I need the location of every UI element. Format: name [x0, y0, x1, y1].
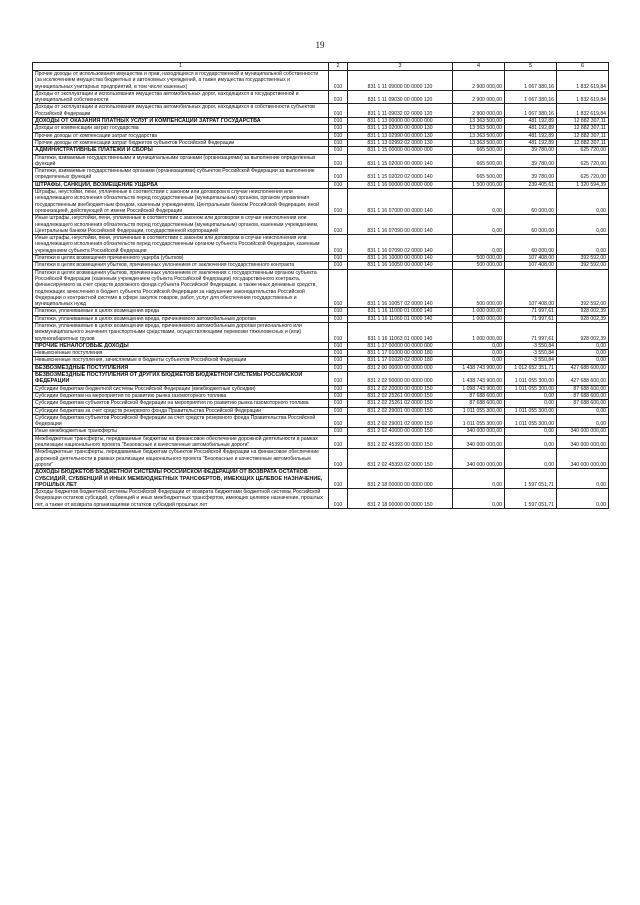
row-budget-code: 831 1 17 01000 00 0000 180 — [348, 350, 453, 357]
table-row — [33, 104, 609, 118]
row-line-code: 010 — [329, 385, 348, 392]
row-name: Межбюджетные трансферты, передаваемые бюджетам субъектов Российской Федерации на финансовое обеспечение дорожной деятельности в рамках реализации национального проекта "Безопасные и качественные автомобильные дороги" — [33, 449, 329, 469]
row-budget-code: 831 1 15 02020 02 0000 140 — [348, 168, 453, 182]
row-name: Платежи, уплачиваемые в целях возмещения вреда, причиняемого автомобильным дорогам — [33, 315, 329, 322]
row-line-code: 010 — [329, 255, 348, 262]
row-line-code: 010 — [329, 407, 348, 414]
table-row — [33, 414, 609, 428]
row-budget-code: 831 2 02 45393 00 0000 150 — [348, 435, 453, 449]
row-budget-code: 831 1 17 01020 02 0000 180 — [348, 357, 453, 364]
revenue-table — [32, 62, 609, 509]
table-row — [33, 322, 609, 342]
row-line-code: 010 — [329, 71, 348, 91]
row-approved-amount: 87 688 600,00 — [453, 392, 505, 399]
table-body — [33, 71, 609, 509]
row-budget-code: 831 2 02 29001 00 0000 150 — [348, 407, 453, 414]
row-name: ПРОЧИЕ НЕНАЛОГОВЫЕ ДОХОДЫ — [33, 342, 329, 349]
row-name: Платежи, взимаемые государственными и муниципальными органами (организациями) за выполнение определенных функций — [33, 154, 329, 168]
table-row — [33, 235, 609, 255]
row-unexecuted-amount: 1 832 619,84 — [557, 71, 609, 91]
row-budget-code: 831 1 17 00000 00 0000 000 — [348, 342, 453, 349]
row-approved-amount: 1 000 000,00 — [453, 322, 505, 342]
column-header-1: 1 — [33, 63, 329, 71]
row-approved-amount: 13 363 500,00 — [453, 125, 505, 132]
row-approved-amount: 0,00 — [453, 489, 505, 509]
row-budget-code: 831 1 16 07090 02 0000 140 — [348, 235, 453, 255]
row-line-code: 010 — [329, 435, 348, 449]
row-executed-amount: 1 011 055 300,00 — [505, 385, 557, 392]
row-line-code: 010 — [329, 350, 348, 357]
row-budget-code: 831 1 13 02000 00 0000 130 — [348, 125, 453, 132]
row-unexecuted-amount: 0,00 — [557, 414, 609, 428]
row-executed-amount: -3 550,84 — [505, 342, 557, 349]
table-row — [33, 342, 609, 349]
row-line-code: 010 — [329, 139, 348, 146]
row-unexecuted-amount: 392 592,00 — [557, 262, 609, 269]
row-name: Субсидии бюджетам бюджетной системы Российской Федерации (межбюджетные субсидии) — [33, 385, 329, 392]
table-row — [33, 385, 609, 392]
row-approved-amount: 87 688 600,00 — [453, 400, 505, 407]
row-line-code: 010 — [329, 364, 348, 371]
row-line-code: 010 — [329, 392, 348, 399]
column-header-3: 3 — [348, 63, 453, 71]
row-name: Платежи, взимаемые государственными органами (организациями) субъектов Российской Федерации за выполнение определенных функций — [33, 168, 329, 182]
row-line-code: 010 — [329, 147, 348, 154]
row-executed-amount: 1 067 380,16 — [505, 90, 557, 104]
row-budget-code: 831 2 18 00000 00 0000 000 — [348, 469, 453, 489]
row-budget-code: 831 2 02 29001 02 0000 150 — [348, 414, 453, 428]
row-approved-amount: 665 500,00 — [453, 154, 505, 168]
row-budget-code: 831 1 16 10057 02 0000 140 — [348, 269, 453, 308]
row-name: ДОХОДЫ БЮДЖЕТОВ БЮДЖЕТНОЙ СИСТЕМЫ РОССИЙСКОЙ ФЕДЕРАЦИИ ОТ ВОЗВРАТА ОСТАТКОВ СУБСИДИЙ, СУБВЕНЦИЙ И ИНЫХ МЕЖБЮДЖЕТНЫХ ТРАНСФЕРТОВ, ИМЕЮЩИХ ЦЕЛЕВОЕ НАЗНАЧЕНИЕ, ПРОШЛЫХ ЛЕТ — [33, 469, 329, 489]
row-line-code: 010 — [329, 262, 348, 269]
table-row — [33, 400, 609, 407]
column-header-5: 5 — [505, 63, 557, 71]
row-budget-code: 831 1 13 02990 00 0000 130 — [348, 132, 453, 139]
row-budget-code: 831 1 15 00000 00 0000 000 — [348, 147, 453, 154]
row-executed-amount: 239 405,61 — [505, 181, 557, 188]
row-unexecuted-amount: 340 000 000,00 — [557, 428, 609, 435]
row-executed-amount: 71 997,61 — [505, 322, 557, 342]
row-name: Платежи в целях возмещения убытков, причиненных уклонением от заключения государственного контракта — [33, 262, 329, 269]
row-name: Субсидии бюджетам субъектов Российской Федерации на мероприятия по развитию рынка газомоторного топлива — [33, 400, 329, 407]
table-row — [33, 357, 609, 364]
row-line-code: 010 — [329, 489, 348, 509]
row-approved-amount: 340 000 000,00 — [453, 449, 505, 469]
row-approved-amount: 1 500 000,00 — [453, 181, 505, 188]
row-approved-amount: 0,00 — [453, 235, 505, 255]
row-budget-code: 831 2 02 40000 00 0000 150 — [348, 428, 453, 435]
row-unexecuted-amount: 392 592,00 — [557, 255, 609, 262]
row-name: БЕЗВОЗМЕЗДНЫЕ ПОСТУПЛЕНИЯ ОТ ДРУГИХ БЮДЖЕТОВ БЮДЖЕТНОЙ СИСТЕМЫ РОССИЙСКОЙ ФЕДЕРАЦИИ — [33, 372, 329, 386]
row-name: Доходы от компенсации затрат государства — [33, 125, 329, 132]
row-approved-amount: 1 011 055 300,00 — [453, 414, 505, 428]
row-budget-code: 831 1 16 11000 01 0000 140 — [348, 308, 453, 315]
row-unexecuted-amount: 427 688 600,00 — [557, 372, 609, 386]
row-line-code: 010 — [329, 414, 348, 428]
row-line-code: 010 — [329, 90, 348, 104]
row-approved-amount: 340 000 000,00 — [453, 428, 505, 435]
row-unexecuted-amount: 625 720,00 — [557, 168, 609, 182]
row-unexecuted-amount: 87 688 600,00 — [557, 385, 609, 392]
table-row — [33, 71, 609, 91]
row-executed-amount: 1 067 380,16 — [505, 71, 557, 91]
row-budget-code: 831 1 16 11063 01 0000 140 — [348, 322, 453, 342]
row-unexecuted-amount: 928 002,39 — [557, 322, 609, 342]
row-line-code: 010 — [329, 322, 348, 342]
row-line-code: 010 — [329, 357, 348, 364]
row-name: Иные штрафы, неустойки, пени, уплаченные в соответствии с законом или договором в случае неисполнения или ненадлежащего исполнения обязательств перед государственным (муниципальным) органом, казенным учреждением, Центральным банком Российской Федерации, государственной корпорацией — [33, 215, 329, 235]
row-approved-amount: 0,00 — [453, 469, 505, 489]
row-budget-code: 831 2 02 45393 02 0000 150 — [348, 449, 453, 469]
table-row — [33, 154, 609, 168]
row-name: Платежи в целях возмещения убытков, причиненных уклонением от заключения с государственным органом субъекта Российской Федерации (казенным учреждением субъекта Российской Федерации) государственного контракта, финансируемого за счет средств дорожного фонда субъекта Российской Федерации, а также иных денежных средств, подлежащих зачислению в бюджет субъекта Российской Федерации за нарушение законодательства Российской Федерации о контрактной системе в сфере закупок товаров, работ, услуг для обеспечения государственных и муниципальных нужд — [33, 269, 329, 308]
row-name: Невыясненные поступления, зачисляемые в бюджеты субъектов Российской Федерации — [33, 357, 329, 364]
row-name: Прочие доходы от использования имущества и прав, находящихся в государственной и муниципальной собственности (за исключением имущества бюджетных и автономных учреждений, а также имущества государственных и муниципальных унитарных предприятий, в том числе казенных) — [33, 71, 329, 91]
row-unexecuted-amount: 928 002,39 — [557, 308, 609, 315]
row-line-code: 010 — [329, 308, 348, 315]
row-line-code: 010 — [329, 449, 348, 469]
row-executed-amount: 107 408,00 — [505, 262, 557, 269]
row-name: Доходы бюджетов бюджетной системы Российской Федерации от возврата бюджетами бюджетной системы Российской Федерации остатков субсидий, субвенций и иных межбюджетных трансфертов, имеющих целевое назначение, прошлых лет, а также от возврата организациями остатков субсидий прошлых лет — [33, 489, 329, 509]
row-unexecuted-amount: 0,00 — [557, 350, 609, 357]
table-row — [33, 407, 609, 414]
row-budget-code: 831 2 00 00000 00 0000 000 — [348, 364, 453, 371]
row-executed-amount: 0,00 — [505, 449, 557, 469]
row-executed-amount: -3 550,84 — [505, 357, 557, 364]
row-name: Субсидии бюджетам за счет средств резервного фонда Правительства Российской Федерации — [33, 407, 329, 414]
row-unexecuted-amount: 0,00 — [557, 469, 609, 489]
table-row — [33, 181, 609, 188]
row-line-code: 010 — [329, 215, 348, 235]
row-approved-amount: 2 900 000,00 — [453, 71, 505, 91]
row-unexecuted-amount: 0,00 — [557, 407, 609, 414]
table-row — [33, 364, 609, 371]
row-budget-code: 831 1 16 11060 01 0000 140 — [348, 315, 453, 322]
table-row — [33, 469, 609, 489]
row-line-code: 010 — [329, 154, 348, 168]
row-line-code: 010 — [329, 269, 348, 308]
row-unexecuted-amount: 0,00 — [557, 489, 609, 509]
table-row — [33, 435, 609, 449]
row-executed-amount: 71 997,61 — [505, 308, 557, 315]
row-name: Субсидии бюджетам субъектов Российской Федерации за счет средств резервного фонда Правительства Российской Федерации — [33, 414, 329, 428]
row-budget-code: 831 2 02 25261 00 0000 150 — [348, 392, 453, 399]
row-approved-amount: 500 000,00 — [453, 269, 505, 308]
row-approved-amount: 0,00 — [453, 215, 505, 235]
row-unexecuted-amount: 0,00 — [557, 235, 609, 255]
row-approved-amount: 665 500,00 — [453, 168, 505, 182]
row-budget-code: 831 2 02 25261 02 0000 150 — [348, 400, 453, 407]
row-approved-amount: 1 098 743 900,00 — [453, 385, 505, 392]
row-executed-amount: 481 192,89 — [505, 118, 557, 125]
table-row — [33, 118, 609, 125]
row-budget-code: 831 2 02 20000 00 0000 150 — [348, 385, 453, 392]
row-line-code: 010 — [329, 168, 348, 182]
table-row — [33, 428, 609, 435]
row-unexecuted-amount: 12 882 307,11 — [557, 139, 609, 146]
row-name: Прочие доходы от компенсации затрат государства — [33, 132, 329, 139]
row-unexecuted-amount: 427 688 600,00 — [557, 364, 609, 371]
row-executed-amount: 1 067 380,16 — [505, 104, 557, 118]
row-line-code: 010 — [329, 235, 348, 255]
row-unexecuted-amount: 87 688 600,00 — [557, 392, 609, 399]
row-approved-amount: 340 000 000,00 — [453, 435, 505, 449]
table-row — [33, 255, 609, 262]
row-line-code: 010 — [329, 372, 348, 386]
row-budget-code: 831 1 11 09032 02 0000 120 — [348, 104, 453, 118]
row-executed-amount: 107 408,00 — [505, 255, 557, 262]
table-row — [33, 269, 609, 308]
row-name: Платежи, уплачиваемые в целях возмещения вреда — [33, 308, 329, 315]
row-unexecuted-amount: 1 832 619,84 — [557, 90, 609, 104]
row-approved-amount: 0,00 — [453, 357, 505, 364]
row-approved-amount: 0,00 — [453, 189, 505, 215]
row-line-code: 010 — [329, 315, 348, 322]
row-line-code: 010 — [329, 104, 348, 118]
row-unexecuted-amount: 12 882 307,11 — [557, 125, 609, 132]
table-row — [33, 392, 609, 399]
row-name: ДОХОДЫ ОТ ОКАЗАНИЯ ПЛАТНЫХ УСЛУГ И КОМПЕНСАЦИИ ЗАТРАТ ГОСУДАРСТВА — [33, 118, 329, 125]
table-row — [33, 189, 609, 215]
row-budget-code: 831 1 16 10050 00 0000 140 — [348, 262, 453, 269]
row-name: Субсидии бюджетам на мероприятия по развитию рынка газомоторного топлива — [33, 392, 329, 399]
row-unexecuted-amount: 12 882 307,11 — [557, 132, 609, 139]
row-approved-amount: 2 900 000,00 — [453, 104, 505, 118]
row-budget-code: 831 1 16 07090 00 0000 140 — [348, 215, 453, 235]
row-executed-amount: 39 780,00 — [505, 147, 557, 154]
row-line-code: 010 — [329, 400, 348, 407]
row-line-code: 010 — [329, 428, 348, 435]
row-approved-amount: 1 011 055 300,00 — [453, 407, 505, 414]
row-executed-amount: 0,00 — [505, 400, 557, 407]
row-executed-amount: 1 597 051,71 — [505, 489, 557, 509]
row-approved-amount: 665 500,00 — [453, 147, 505, 154]
row-name: Иные межбюджетные трансферты — [33, 428, 329, 435]
row-executed-amount: 1 597 051,71 — [505, 469, 557, 489]
table-row — [33, 147, 609, 154]
column-header-2: 2 — [329, 63, 348, 71]
row-approved-amount: 0,00 — [453, 350, 505, 357]
row-name: БЕЗВОЗМЕЗДНЫЕ ПОСТУПЛЕНИЯ — [33, 364, 329, 371]
table-row — [33, 132, 609, 139]
row-approved-amount: 13 363 500,00 — [453, 139, 505, 146]
table-row — [33, 350, 609, 357]
row-executed-amount: 1 011 055 300,00 — [505, 372, 557, 386]
column-header-6: 6 — [557, 63, 609, 71]
row-line-code: 010 — [329, 342, 348, 349]
table-row — [33, 215, 609, 235]
table-row — [33, 372, 609, 386]
row-unexecuted-amount: 0,00 — [557, 215, 609, 235]
row-line-code: 010 — [329, 181, 348, 188]
row-name: Платежи в целях возмещения причиненного ущерба (убытков) — [33, 255, 329, 262]
row-executed-amount: 60 000,00 — [505, 189, 557, 215]
row-executed-amount: 107 408,00 — [505, 269, 557, 308]
row-name: Доходы от эксплуатации и использования имущества автомобильных дорог, находящихся в собственности субъектов Российской Федерации — [33, 104, 329, 118]
row-approved-amount: 1 000 000,00 — [453, 315, 505, 322]
row-budget-code: 831 1 11 09000 00 0000 120 — [348, 71, 453, 91]
row-executed-amount: 60 000,00 — [505, 215, 557, 235]
table-row — [33, 168, 609, 182]
row-executed-amount: 0,00 — [505, 392, 557, 399]
table-row — [33, 125, 609, 132]
row-executed-amount: 1 012 652 351,71 — [505, 364, 557, 371]
column-header-4: 4 — [453, 63, 505, 71]
row-name: Прочие доходы от компенсации затрат бюджетов субъектов Российской Федерации — [33, 139, 329, 146]
row-approved-amount: 500 000,00 — [453, 255, 505, 262]
row-budget-code: 831 1 16 00000 00 0000 000 — [348, 181, 453, 188]
row-line-code: 010 — [329, 189, 348, 215]
table-row — [33, 139, 609, 146]
row-unexecuted-amount: 625 720,00 — [557, 147, 609, 154]
row-unexecuted-amount: 928 002,39 — [557, 315, 609, 322]
table-row — [33, 315, 609, 322]
row-line-code: 010 — [329, 118, 348, 125]
row-unexecuted-amount: 392 592,00 — [557, 269, 609, 308]
row-budget-code: 831 2 18 00000 00 0000 150 — [348, 489, 453, 509]
row-name: ШТРАФЫ, САНКЦИИ, ВОЗМЕЩЕНИЕ УЩЕРБА — [33, 181, 329, 188]
row-approved-amount: 1 438 743 900,00 — [453, 372, 505, 386]
table-header-row — [33, 63, 609, 71]
row-budget-code: 831 1 15 02000 00 0000 140 — [348, 154, 453, 168]
row-name: АДМИНИСТРАТИВНЫЕ ПЛАТЕЖИ И СБОРЫ — [33, 147, 329, 154]
row-line-code: 010 — [329, 132, 348, 139]
row-unexecuted-amount: 12 882 307,11 — [557, 118, 609, 125]
row-executed-amount: 60 000,00 — [505, 235, 557, 255]
row-executed-amount: 481 192,89 — [505, 125, 557, 132]
row-approved-amount: 500 000,00 — [453, 262, 505, 269]
row-unexecuted-amount: 340 000 000,00 — [557, 435, 609, 449]
row-approved-amount: 1 438 743 900,00 — [453, 364, 505, 371]
row-unexecuted-amount: 1 320 594,39 — [557, 181, 609, 188]
table-row — [33, 308, 609, 315]
table-row — [33, 262, 609, 269]
row-approved-amount: 2 900 000,00 — [453, 90, 505, 104]
row-name: Платежи, уплачиваемые в целях возмещения вреда, причиняемого автомобильным дорогам регионального или межмуниципального значения транспортными средствами, осуществляющими перевозки тяжеловесных и (или) крупногабаритных грузов — [33, 322, 329, 342]
row-name: Иные штрафы, неустойки, пени, уплаченные в соответствии с законом или договором в случае неисполнения или ненадлежащего исполнения обязательств перед государственным органом субъекта Российской Федерации, казенным учреждением субъекта Российской Федерации — [33, 235, 329, 255]
row-line-code: 010 — [329, 125, 348, 132]
row-unexecuted-amount: 625 720,00 — [557, 154, 609, 168]
row-executed-amount: 39 780,00 — [505, 168, 557, 182]
row-executed-amount: 1 011 055 300,00 — [505, 414, 557, 428]
row-executed-amount: 0,00 — [505, 428, 557, 435]
row-name: Доходы от эксплуатации и использования имущества автомобильных дорог, находящихся в государственной и муниципальной собственности — [33, 90, 329, 104]
row-executed-amount: 481 192,89 — [505, 132, 557, 139]
row-approved-amount: 13 363 500,00 — [453, 118, 505, 125]
row-line-code: 010 — [329, 469, 348, 489]
row-executed-amount: -3 550,84 — [505, 350, 557, 357]
row-name: Межбюджетные трансферты, передаваемые бюджетам на финансовое обеспечение дорожной деятельности в рамках реализации национального проекта "Безопасные и качественные автомобильные дороги" — [33, 435, 329, 449]
row-executed-amount: 39 780,00 — [505, 154, 557, 168]
row-name: Штрафы, неустойки, пени, уплаченные в соответствии с законом или договором в случае неисполнения или ненадлежащего исполнения обязательств перед государственным (муниципальным) органом, органом управления государственным внебюджетным фондом, казенным учреждением, Центральным банком Российской Федерации, иной организацией, действующей от имени Российской Федерации — [33, 189, 329, 215]
row-executed-amount: 481 192,89 — [505, 139, 557, 146]
row-unexecuted-amount: 87 688 600,00 — [557, 400, 609, 407]
table-row — [33, 489, 609, 509]
row-approved-amount: 1 000 000,00 — [453, 308, 505, 315]
table-row — [33, 449, 609, 469]
row-budget-code: 831 2 02 00000 00 0000 000 — [348, 372, 453, 386]
row-budget-code: 831 1 11 09030 00 0000 120 — [348, 90, 453, 104]
row-executed-amount: 1 011 055 300,00 — [505, 407, 557, 414]
row-budget-code: 831 1 13 02992 02 0000 130 — [348, 139, 453, 146]
row-unexecuted-amount: 0,00 — [557, 189, 609, 215]
row-executed-amount: 71 997,61 — [505, 315, 557, 322]
table-row — [33, 90, 609, 104]
row-budget-code: 831 1 16 10000 00 0000 140 — [348, 255, 453, 262]
page-number: 19 — [315, 40, 325, 50]
row-executed-amount: 0,00 — [505, 435, 557, 449]
row-approved-amount: 13 363 500,00 — [453, 132, 505, 139]
row-unexecuted-amount: 0,00 — [557, 342, 609, 349]
row-budget-code: 831 1 13 00000 00 0000 000 — [348, 118, 453, 125]
row-approved-amount: 0,00 — [453, 342, 505, 349]
row-unexecuted-amount: 0,00 — [557, 357, 609, 364]
row-budget-code: 831 1 16 07000 00 0000 140 — [348, 189, 453, 215]
row-unexecuted-amount: 340 000 000,00 — [557, 449, 609, 469]
row-unexecuted-amount: 1 832 619,84 — [557, 104, 609, 118]
row-name: Невыясненные поступления — [33, 350, 329, 357]
